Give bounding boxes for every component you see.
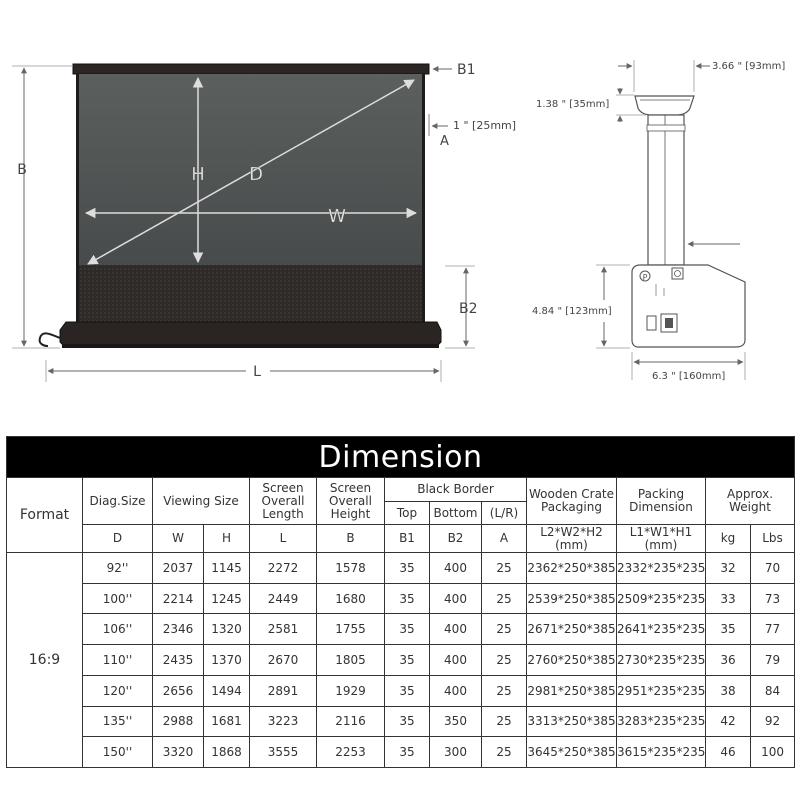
dimension-table — [6, 436, 795, 768]
table-cell: 3283*235*235 — [617, 706, 706, 737]
table-cell: 25 — [482, 583, 527, 614]
label-d: D — [249, 164, 263, 185]
table-cell: 36 — [706, 645, 751, 676]
table-cell: 42 — [706, 706, 751, 737]
label-a: A — [440, 134, 449, 149]
table-cell: 110'' — [83, 645, 153, 676]
table-cell: 77 — [751, 614, 795, 645]
table-cell: 25 — [482, 737, 527, 768]
table-row — [7, 675, 795, 706]
table-cell: 2116 — [317, 706, 385, 737]
table-cell: 1680 — [317, 583, 385, 614]
header-approx-weight: Approx. Weight — [706, 478, 795, 525]
svg-text:P: P — [642, 273, 648, 282]
table-cell: 106'' — [83, 614, 153, 645]
table-cell: 2730*235*235 — [617, 645, 706, 676]
side-cap-height: 1.38 " [35mm] — [536, 99, 610, 110]
table-cell: 1681 — [204, 706, 250, 737]
table-cell: 33 — [706, 583, 751, 614]
table-cell: 100 — [751, 737, 795, 768]
label-l: L — [253, 364, 261, 380]
table-cell: 1245 — [204, 583, 250, 614]
header-diag-size: Diag.Size — [83, 478, 153, 525]
table-cell: 25 — [482, 645, 527, 676]
symbol-kg: kg — [706, 525, 751, 553]
table-cell: 400 — [430, 675, 482, 706]
table-row — [7, 614, 795, 645]
header-screen-overall-height: Screen Overall Height — [317, 478, 385, 525]
table-cell: 135'' — [83, 706, 153, 737]
table-cell: 2037 — [153, 553, 204, 584]
side-view — [596, 60, 745, 380]
table-cell: 2539*250*385 — [527, 583, 617, 614]
table-cell: 3313*250*385 — [527, 706, 617, 737]
top-bar — [73, 64, 429, 74]
label-w: W — [328, 206, 346, 227]
table-cell: 2509*235*235 — [617, 583, 706, 614]
table-cell: 400 — [430, 614, 482, 645]
label-b: B — [17, 162, 27, 178]
table-row — [7, 583, 795, 614]
table-cell: 3555 — [250, 737, 317, 768]
table-cell: 2951*235*235 — [617, 675, 706, 706]
header-screen-overall-length: Screen Overall Length — [250, 478, 317, 525]
table-cell: 2581 — [250, 614, 317, 645]
table-cell: 35 — [385, 645, 430, 676]
table-row — [7, 706, 795, 737]
table-cell: 84 — [751, 675, 795, 706]
table-cell: 2981*250*385 — [527, 675, 617, 706]
table-cell: 2449 — [250, 583, 317, 614]
table-cell: 79 — [751, 645, 795, 676]
side-base-width: 6.3 " [160mm] — [652, 371, 726, 382]
table-cell: 2253 — [317, 737, 385, 768]
table-cell: 25 — [482, 675, 527, 706]
table-cell: 2272 — [250, 553, 317, 584]
table-cell: 1755 — [317, 614, 385, 645]
table-row — [7, 737, 795, 768]
side-pole — [648, 115, 684, 265]
table-cell: 25 — [482, 553, 527, 584]
table-cell: 25 — [482, 614, 527, 645]
table-cell: 350 — [430, 706, 482, 737]
table-title: Dimension — [7, 437, 795, 478]
table-cell: 73 — [751, 583, 795, 614]
table-cell: 2362*250*385 — [527, 553, 617, 584]
side-top-width: 3.66 " [93mm] — [712, 61, 786, 72]
format-cell: 16:9 — [7, 553, 83, 768]
table-cell: 400 — [430, 583, 482, 614]
base-case — [60, 322, 441, 346]
header-black-border: Black Border — [385, 478, 527, 502]
table-cell: 400 — [430, 553, 482, 584]
header-top: Top — [385, 502, 430, 525]
symbol-lbs: Lbs — [751, 525, 795, 553]
bottom-border — [78, 265, 424, 323]
table-cell: 2988 — [153, 706, 204, 737]
table-cell: 1494 — [204, 675, 250, 706]
table-cell: 38 — [706, 675, 751, 706]
table-row — [7, 645, 795, 676]
header-format: Format — [7, 478, 83, 553]
side-cap — [635, 96, 694, 115]
table-cell: 2760*250*385 — [527, 645, 617, 676]
table-cell: 1145 — [204, 553, 250, 584]
table-cell: 3615*235*235 — [617, 737, 706, 768]
label-b1: B1 — [457, 62, 476, 78]
table-cell: 1578 — [317, 553, 385, 584]
table-cell: 2671*250*385 — [527, 614, 617, 645]
header-lr: (L/R) — [482, 502, 527, 525]
table-cell: 35 — [385, 553, 430, 584]
table-body — [7, 553, 795, 768]
symbol-b1: B1 — [385, 525, 430, 553]
symbol-crate: L2*W2*H2 (mm) — [527, 525, 617, 553]
header-wooden-crate: Wooden Crate Packaging — [527, 478, 617, 525]
table-cell: 2891 — [250, 675, 317, 706]
table-row — [7, 553, 795, 584]
label-h: H — [191, 164, 205, 185]
table-cell: 3320 — [153, 737, 204, 768]
label-a-value: 1 " [25mm] — [453, 119, 517, 132]
table-cell: 92'' — [83, 553, 153, 584]
table-cell: 100'' — [83, 583, 153, 614]
table-cell: 2641*235*235 — [617, 614, 706, 645]
table-cell: 2214 — [153, 583, 204, 614]
table-cell: 3645*250*385 — [527, 737, 617, 768]
symbol-b: B — [317, 525, 385, 553]
table-cell: 150'' — [83, 737, 153, 768]
table-cell: 1929 — [317, 675, 385, 706]
front-view — [12, 62, 516, 382]
symbol-h: H — [204, 525, 250, 553]
table-cell: 300 — [430, 737, 482, 768]
table-cell: 70 — [751, 553, 795, 584]
symbol-b2: B2 — [430, 525, 482, 553]
power-cord — [40, 333, 60, 346]
table-cell: 2656 — [153, 675, 204, 706]
table-cell: 92 — [751, 706, 795, 737]
table-cell: 32 — [706, 553, 751, 584]
symbol-w: W — [153, 525, 204, 553]
symbol-d: D — [83, 525, 153, 553]
side-base-height: 4.84 " [123mm] — [532, 306, 612, 317]
table-cell: 3223 — [250, 706, 317, 737]
table-cell: 35 — [385, 614, 430, 645]
table-cell: 400 — [430, 645, 482, 676]
table-cell: 2346 — [153, 614, 204, 645]
table-cell: 120'' — [83, 675, 153, 706]
header-packing-dimension: Packing Dimension — [617, 478, 706, 525]
table-cell: 35 — [706, 614, 751, 645]
table-cell: 46 — [706, 737, 751, 768]
table-cell: 35 — [385, 675, 430, 706]
table-cell: 1320 — [204, 614, 250, 645]
table-cell: 35 — [385, 706, 430, 737]
table-cell: 35 — [385, 737, 430, 768]
symbol-a: A — [482, 525, 527, 553]
table-cell: 1868 — [204, 737, 250, 768]
table-cell: 35 — [385, 583, 430, 614]
symbol-packing: L1*W1*H1 (mm) — [617, 525, 706, 553]
symbol-l: L — [250, 525, 317, 553]
table-cell: 1805 — [317, 645, 385, 676]
table-cell: 2332*235*235 — [617, 553, 706, 584]
header-viewing-size: Viewing Size — [153, 478, 250, 525]
table-cell: 2435 — [153, 645, 204, 676]
table-cell: 25 — [482, 706, 527, 737]
table-cell: 1370 — [204, 645, 250, 676]
label-b2: B2 — [459, 301, 478, 317]
table-cell: 2670 — [250, 645, 317, 676]
header-bottom: Bottom — [430, 502, 482, 525]
